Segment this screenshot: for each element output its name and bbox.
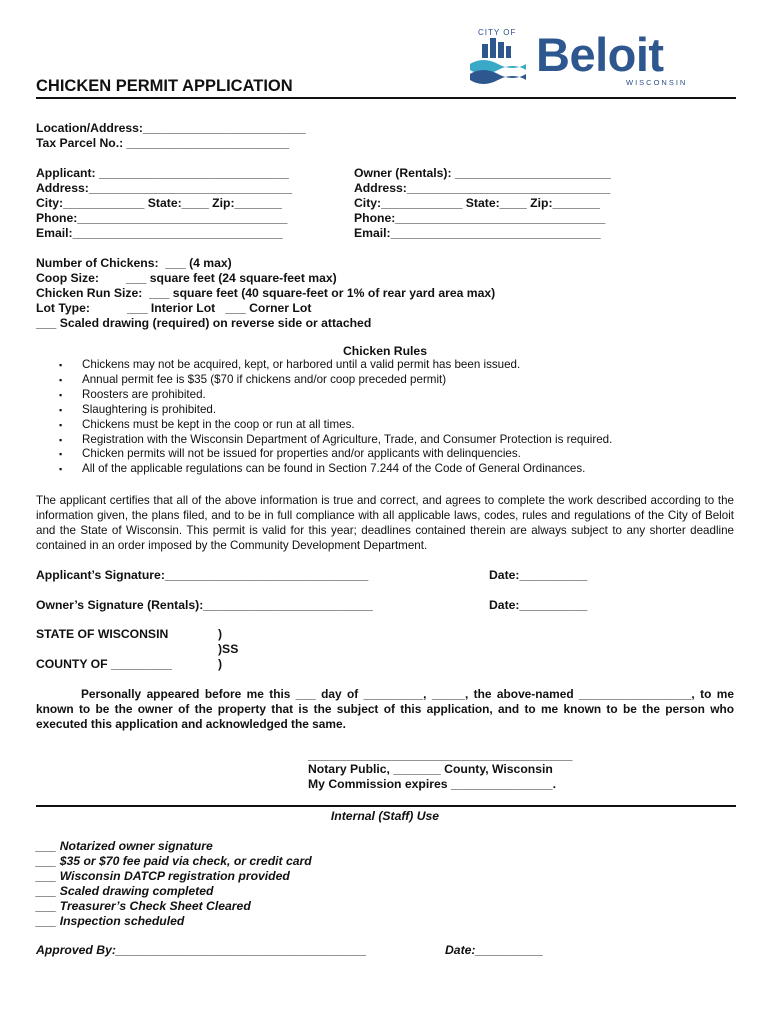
approved-by-field[interactable]: Approved By:_____________________________________ [36,943,367,957]
staff-checklist-item[interactable]: ___ Scaled drawing completed [36,884,214,898]
owner-address-field[interactable]: Address:______________________________ [354,181,611,195]
logo-state: WISCONSIN [626,78,688,87]
rule-item: ▪ Annual permit fee is $35 ($70 if chickens and/or coop preceded permit) [58,373,612,388]
notary-paragraph: Personally appeared before me this ___ day of _________, _____, the above-named _________________, to me known to be the owner of the property that is the subject of this application, and to me known to be the person who executed this application and acknowledged the same. [36,687,734,731]
parcel-field[interactable]: Tax Parcel No.: ________________________ [36,136,290,150]
rule-item: ▪ Registration with the Wisconsin Department of Agriculture, Trade, and Consumer Protection is required. [58,433,612,448]
location-field[interactable]: Location/Address:________________________ [36,121,306,135]
coop-size-field[interactable]: Coop Size: ___ square feet (24 square-feet max) [36,271,337,285]
rules-heading: Chicken Rules [343,344,427,358]
applicant-date-field[interactable]: Date:__________ [489,568,588,582]
rule-item: ▪ All of the applicable regulations can be found in Section 7.244 of the Code of General Ordinances. [58,462,612,477]
chicken-run-size-field[interactable]: Chicken Run Size: ___ square feet (40 square-feet or 1% of rear yard area max) [36,286,496,300]
applicant-city-field[interactable]: City:____________ State:____ Zip:_______ [36,196,282,210]
certification-paragraph: The applicant certifies that all of the above information is true and correct, and agrees to complete the work described according to the information given, the plans filed, and to be in full compliance with all applicable laws, codes, rules and regulations of the City of Beloit and the State of Wisconsin. This permit is valid for this year; deadlines contained therein are always subject to any shorter deadline contained in an order imposed by the Community Development Department. [36,494,734,552]
staff-checklist-item[interactable]: ___ Treasurer’s Check Sheet Cleared [36,899,251,913]
owner-city-field[interactable]: City:____________ State:____ Zip:_______ [354,196,600,210]
rule-item: ▪ Roosters are prohibited. [58,388,612,403]
rule-item: ▪ Chicken permits will not be issued for properties and/or applicants with delinquencies. [58,447,612,462]
applicant-address-field[interactable]: Address:______________________________ [36,181,293,195]
number-of-chickens-field[interactable]: Number of Chickens: ___ (4 max) [36,256,232,270]
staff-checklist-item[interactable]: ___ $35 or $70 fee paid via check, or credit card [36,854,312,868]
logo-city-of: CITY OF [478,28,517,37]
lot-type-field[interactable]: Lot Type: ___ Interior Lot ___ Corner Lot [36,301,312,315]
city-of-beloit-logo [468,28,686,90]
staff-checklist-item[interactable]: ___ Wisconsin DATCP registration provided [36,869,290,883]
applicant-signature-field[interactable]: Applicant’s Signature:______________________________ [36,568,369,582]
rule-item: ▪ Chickens must be kept in the coop or run at all times. [58,418,612,433]
owner-signature-field[interactable]: Owner’s Signature (Rentals):_________________________ [36,598,373,612]
owner-phone-field[interactable]: Phone:_______________________________ [354,211,606,225]
rule-item: ▪ Chickens may not be acquired, kept, or harbored until a valid permit has been issued. [58,358,612,373]
notary-state: STATE OF WISCONSIN [36,627,169,641]
logo-name: Beloit [536,28,664,81]
staff-heading: Internal (Staff) Use [330,809,440,823]
applicant-email-field[interactable]: Email:_______________________________ [36,226,283,240]
notary-paren-top: ) [218,627,223,641]
title-divider [36,97,736,99]
city-skyline-wave-icon [468,34,528,86]
approval-date-field[interactable]: Date:__________ [445,943,544,957]
applicant-name-field[interactable]: Applicant: ____________________________ [36,166,289,180]
notary-ss: )SS [218,642,239,656]
applicant-phone-field[interactable]: Phone:_______________________________ [36,211,288,225]
notary-paren-bottom: ) [218,657,223,671]
page-title: CHICKEN PERMIT APPLICATION [36,77,293,95]
notary-county-field[interactable]: COUNTY OF _________ [36,657,172,671]
owner-name-field[interactable]: Owner (Rentals): _______________________ [354,166,611,180]
notary-commission-field[interactable]: My Commission expires _______________. [308,777,556,791]
owner-date-field[interactable]: Date:__________ [489,598,588,612]
staff-checklist-item[interactable]: ___ Notarized owner signature [36,839,213,853]
rules-list [58,358,612,477]
notary-signature-line[interactable]: _______________________________________ [308,748,573,762]
staff-divider [36,805,736,807]
owner-email-field[interactable]: Email:_______________________________ [354,226,601,240]
staff-checklist-item[interactable]: ___ Inspection scheduled [36,914,185,928]
notary-public-field[interactable]: Notary Public, _______ County, Wisconsin [308,762,553,776]
scaled-drawing-field[interactable]: ___ Scaled drawing (required) on reverse side or attached [36,316,372,330]
rule-item: ▪ Slaughtering is prohibited. [58,403,612,418]
